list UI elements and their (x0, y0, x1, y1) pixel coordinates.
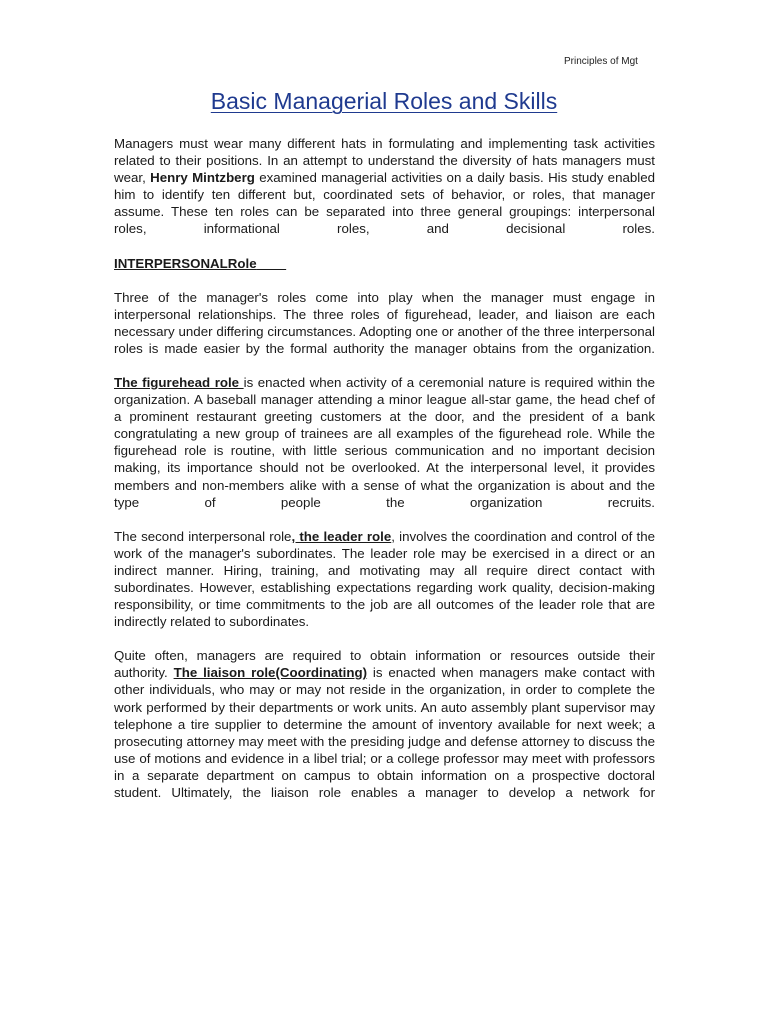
interpersonal-paragraph: Three of the manager's roles come into play when the manager must engage in interpersonal relationships. The three roles of figurehead, leader, and liaison are each necessary under differing circumstances. Adopting one or another of the three interpersonal roles is made easier by the formal authority the manager obtains from the organization. (114, 289, 655, 356)
section-heading (114, 255, 655, 272)
liaison-role-label: The liaison role(Coordinating) (173, 665, 368, 681)
leader-text-1: The second interpersonal role (114, 528, 292, 544)
document-body (114, 135, 655, 818)
figurehead-role-label: The figurehead role (114, 374, 244, 390)
intro-paragraph (114, 135, 655, 238)
leader-paragraph (114, 528, 655, 631)
intro-text-1: Managers must wear many different hats in formulating and implementing task activities related to their positions. In an attempt to understand the diversity of hats managers must wear, (114, 136, 655, 186)
page-title: Basic Managerial Roles and Skills (210, 88, 558, 114)
intro-bold-name: Henry Mintzberg (150, 170, 255, 186)
liaison-paragraph (114, 647, 655, 801)
leader-role-label: , the leader role (291, 528, 392, 544)
intro-text-2: examined managerial activities on a daily basis. His study enabled him to identify ten different but, coordinated sets of behavior, or roles, that manager assume. These ten roles can be separated into three general groupings: interpersonal roles, informational roles, and decisional roles. (114, 170, 655, 237)
figurehead-text: is enacted when activity of a ceremonial nature is required within the organization. A baseball manager attending a minor league all-star game, the head chef of a prominent restaurant greeting customers at the door, and the president of a bank congratulating a new group of trainees are all examples of the figurehead role. While the figurehead role is routine, with little serious communication and no important decision making, its importance should not be overlooked. At the interpersonal level, it provides members and non-members alike with a sense of what the organization is about and the type of people the organization recruits. (114, 374, 655, 510)
liaison-text-2: is enacted when managers make contact with other individuals, who may or may not reside in the organization, in order to complete the work performed by their departments or work units. An auto assembly plant supervisor may telephone a tire supplier to determine the amount of inventory available for next week; a prosecuting attorney may meet with the presiding judge and defense attorney to discuss the use of motions and evidence in a libel trial; or a college professor may meet with professors in a separate department on campus to obtain information on a prospective doctoral student. Ultimately, the liaison role enables a manager to develop a network for (114, 665, 655, 800)
leader-text-2: , involves the coordination and control of the work of the manager's subordinates. The leader role may be exercised in a direct or an indirect manner. Hiring, training, and motivating may all require direct contact with subordinates. However, establishing expectations regarding work quality, decision-making responsibility, or time commitments to the job are all outcomes of the leader role that are indirectly related to subordinates. (114, 528, 655, 630)
liaison-text-1: Quite often, managers are required to obtain information or resources outside their authority. (114, 648, 655, 681)
section-heading-text: INTERPERSONALRole (114, 255, 257, 271)
figurehead-paragraph (114, 374, 655, 511)
header-note: Principles of Mgt (564, 56, 638, 67)
